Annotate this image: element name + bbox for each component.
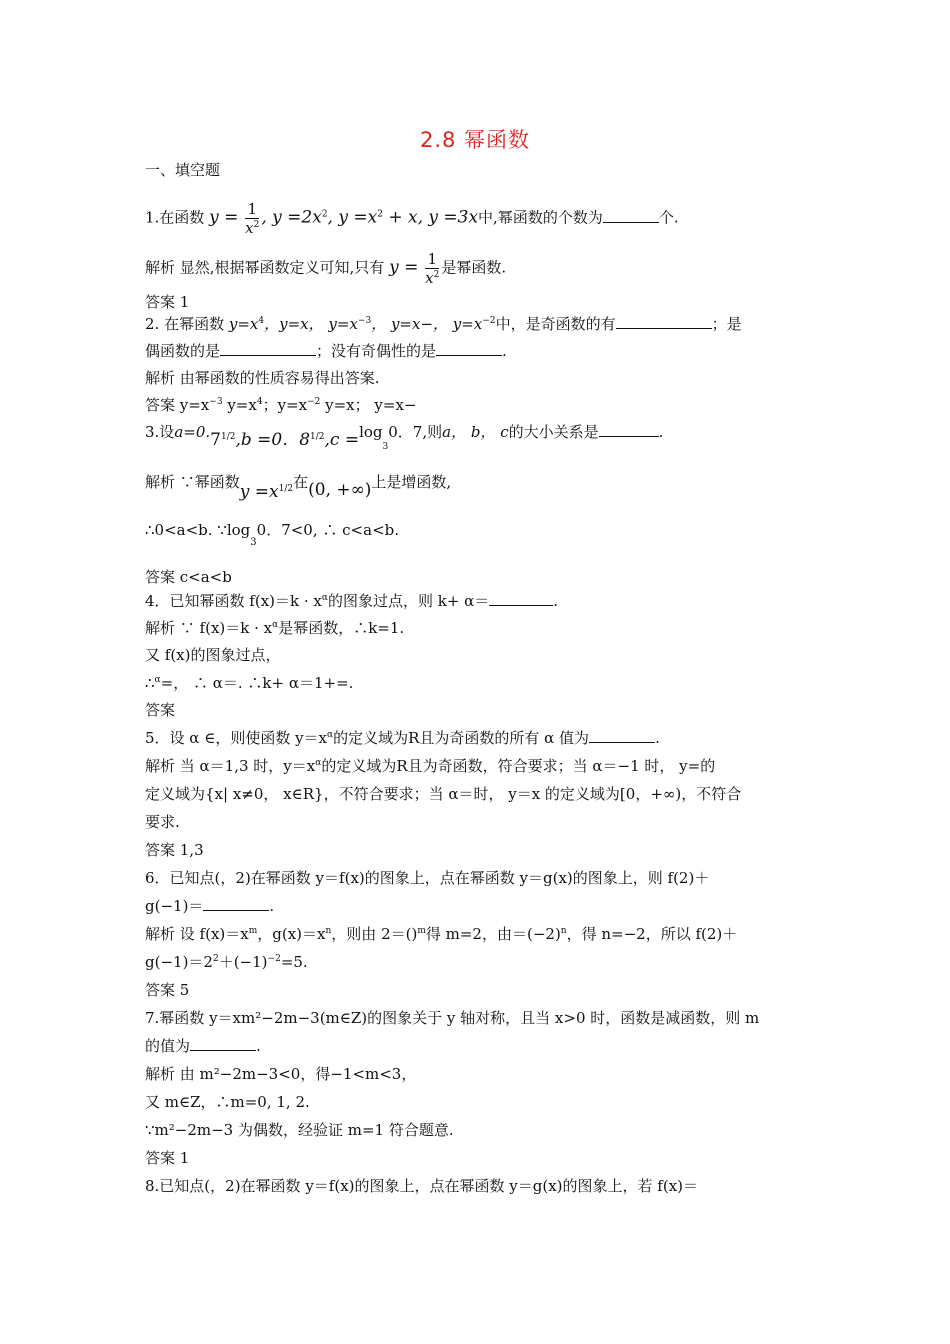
question-7-line-2: 的值为 . — [145, 1037, 261, 1055]
page-title: 2.8 幂函数 — [419, 128, 531, 152]
answer-blank[interactable] — [436, 341, 502, 356]
answer-blank[interactable] — [616, 314, 712, 329]
fraction: $\frac{1}{x^2}$ — [245, 200, 260, 237]
question-1: 1.在函数 y = $\frac{1}{x^2}$ , $y =2x^2$, $y =x^2 + x$, y =3x中,幂函数的个数为 个. — [145, 200, 679, 237]
question-6-line-1: 6．已知点(，2)在幂函数 y＝f(x)的图象上，点在幂函数 y＝g(x)的图象上，则 f(2)＋ — [145, 869, 710, 887]
analysis-2: 解析 由幂函数的性质容易得出答案. — [145, 369, 380, 387]
question-8-line-1: 8.已知点(，2)在幂函数 y＝f(x)的图象上，点在幂函数 y＝g(x)的图象上，若 f(x)＝ — [145, 1177, 699, 1195]
question-3: 3.设$a=0.7^{1/2},b =0$．$8^{1/2},c =\log_30$．7,则a， b， c的大小关系是 . — [145, 423, 664, 452]
analysis-3: 解析 ∵幂函数$y =x^{1/2}$在(0, +∞)上是增函数, — [145, 473, 452, 502]
analysis-7: 解析 由 m²−2m−3<0，得−1<m<3， — [145, 1065, 417, 1083]
question-4: 4．已知幂函数 $f(x)=k \cdot x^\alpha$的图象过点，则 k+ α＝ . — [145, 592, 559, 610]
answer-blank[interactable] — [603, 208, 659, 223]
section-heading: 一、填空题 — [145, 161, 221, 179]
answer-blank[interactable] — [203, 896, 269, 911]
analysis-1: 解析 显然,根据幂函数定义可知,只有 y = $\frac{1}{x^2}$ 是幂函数. — [145, 250, 507, 287]
analysis-7-line-3: ∵m²−2m−3 为偶数，经验证 m=1 符合题意. — [145, 1121, 454, 1139]
analysis-5: 解析 当 α＝1,3 时，$y=x^\alpha$的定义域为R且为奇函数，符合要求；当 α＝−1 时， y=的 — [145, 757, 716, 775]
answer-1: 答案 1 — [145, 293, 190, 311]
analysis-5-line-3: 要求. — [145, 813, 180, 831]
answer-blank[interactable] — [599, 422, 659, 437]
analysis-6-line-2: $g(-1)=2^2+(-1)^{-2}=5$. — [145, 953, 308, 971]
analysis-7-line-2: 又 m∈Z，∴m=0, 1, 2. — [145, 1093, 310, 1111]
answer-blank[interactable] — [220, 341, 316, 356]
answer-blank[interactable] — [489, 591, 553, 606]
analysis-4: 解析 ∵ $f(x)=k \cdot x^\alpha$是幂函数，∴k=1. — [145, 619, 405, 637]
answer-7: 答案 1 — [145, 1149, 190, 1167]
question-7-line-1: 7.幂函数 y＝xm²−2m−3(m∈Z)的图象关于 y 轴对称，且当 x>0 时，函数是减函数，则 m — [145, 1009, 760, 1027]
question-6-line-2: g(−1)＝ . — [145, 897, 275, 915]
answer-3: 答案 c<a<b — [145, 568, 232, 586]
question-2-line-2: 偶函数的是 ；没有奇偶性的是 . — [145, 342, 507, 360]
answer-4: 答案 — [145, 701, 176, 719]
question-5: 5．设 α ∈，则使函数 $y=x^\alpha$的定义域为R且为奇函数的所有 α 值为 . — [145, 729, 660, 747]
analysis-3-continued: ∴0<a<b. $\because\log_30$．7<0, ∴ c<a<b. — [145, 521, 400, 548]
answer-5: 答案 1,3 — [145, 841, 204, 859]
answer-6: 答案 5 — [145, 981, 190, 999]
question-2-line-1: 2. 在幂函数 $y=x^4$，y=x， $y=x^{-3}$， y=x−， $y=x^{-2}$中，是奇函数的有 ；是 — [145, 315, 742, 333]
analysis-4-line-3: ∴$^\alpha$=， ∴ α＝. ∴k+ α＝1+=. — [145, 674, 354, 692]
answer-2: 答案 $y=x^{-3}$ $y=x^4$；$y=x^{-2}$ y=x； y=x− — [145, 396, 417, 414]
analysis-4-line-2: 又 f(x)的图象过点， — [145, 646, 281, 664]
analysis-6: 解析 设 $f(x)=x^m$，$g(x)=x^n$，则由 2＝()$^m$得 m=2，由$=(-2)^n$，得 n=−2，所以 f(2)＋ — [145, 925, 738, 943]
answer-blank[interactable] — [190, 1036, 256, 1051]
analysis-5-line-2: 定义域为{x| x≠0， x∈R}，不符合要求；当 α＝时， y＝x 的定义域为[0，+∞)，不符合 — [145, 785, 742, 803]
answer-blank[interactable] — [589, 728, 655, 743]
